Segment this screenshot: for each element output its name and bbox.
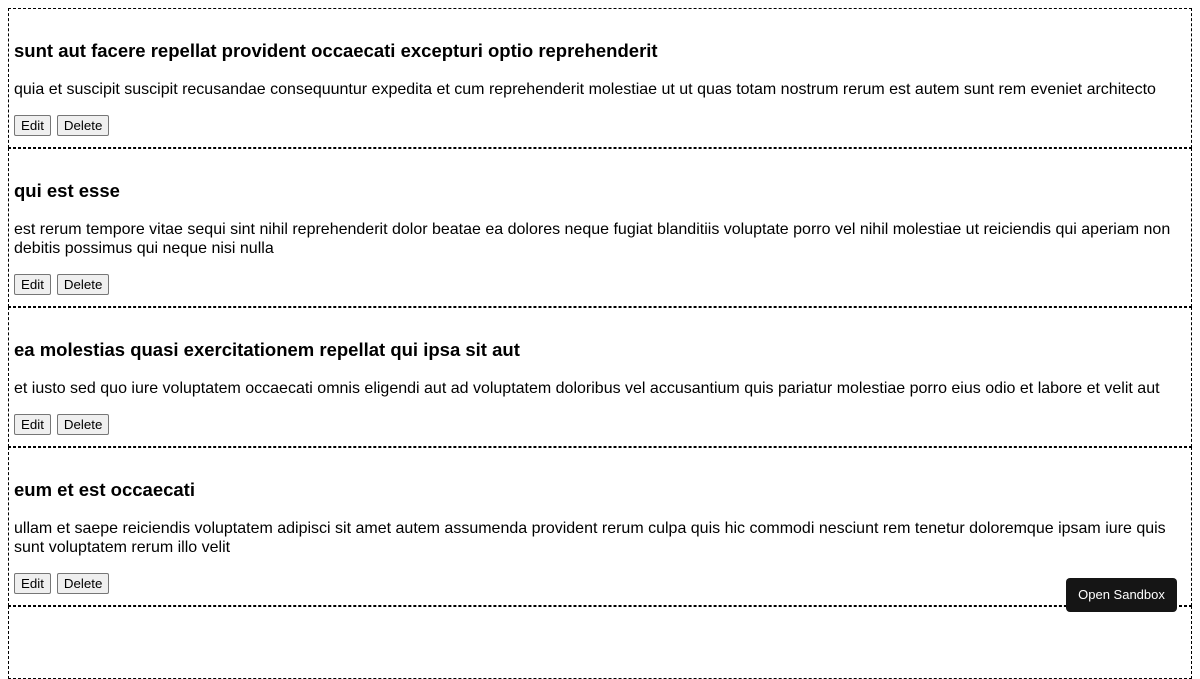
post-body: quia et suscipit suscipit recusandae consequuntur expedita et cum reprehenderit molestiae ut ut quas totam nostrum rerum est autem sunt rem eveniet architecto	[14, 81, 1156, 98]
edit-button[interactable]: Edit	[14, 115, 51, 136]
post-body: ullam et saepe reiciendis voluptatem adipisci sit amet autem assumenda provident rerum culpa quis hic commodi nesciunt rem tenetur doloremque ipsam iure quis sunt voluptatem rerum illo velit	[14, 520, 1166, 556]
post-title	[14, 638, 1186, 660]
post-title: qui est esse	[14, 180, 120, 201]
open-sandbox-button[interactable]: Open Sandbox	[1066, 578, 1177, 612]
edit-button[interactable]: Edit	[14, 274, 51, 295]
edit-button[interactable]: Edit	[14, 573, 51, 594]
post-title: ea molestias quasi exercitationem repellat qui ipsa sit aut	[14, 339, 520, 360]
post-title: eum et est occaecati	[14, 479, 195, 500]
delete-button[interactable]: Delete	[57, 573, 109, 594]
post-actions	[14, 414, 1186, 446]
post-actions	[14, 573, 1186, 605]
delete-button[interactable]: Delete	[57, 115, 109, 136]
post-body: est rerum tempore vitae sequi sint nihil reprehenderit dolor beatae ea dolores neque fugiat blanditiis voluptate porro vel nihil molestiae ut reiciendis qui aperiam non debitis possimus qui neque nisi nulla	[14, 221, 1171, 257]
post-title: sunt aut facere repellat provident occaecati excepturi optio reprehenderit	[14, 40, 658, 61]
edit-button[interactable]: Edit	[14, 414, 51, 435]
delete-button[interactable]: Delete	[57, 414, 109, 435]
post-actions	[14, 115, 1186, 147]
post-actions	[14, 274, 1186, 306]
post-body: et iusto sed quo iure voluptatem occaecati omnis eligendi aut ad voluptatem doloribus vel accusantium quis pariatur molestiae porro eius odio et labore et velit aut	[14, 380, 1160, 397]
post-card	[8, 148, 1192, 307]
post-card	[8, 307, 1192, 447]
post-card	[8, 8, 1192, 148]
post-card	[8, 447, 1192, 606]
post-list	[8, 8, 1192, 679]
post-card	[8, 606, 1192, 679]
delete-button[interactable]: Delete	[57, 274, 109, 295]
